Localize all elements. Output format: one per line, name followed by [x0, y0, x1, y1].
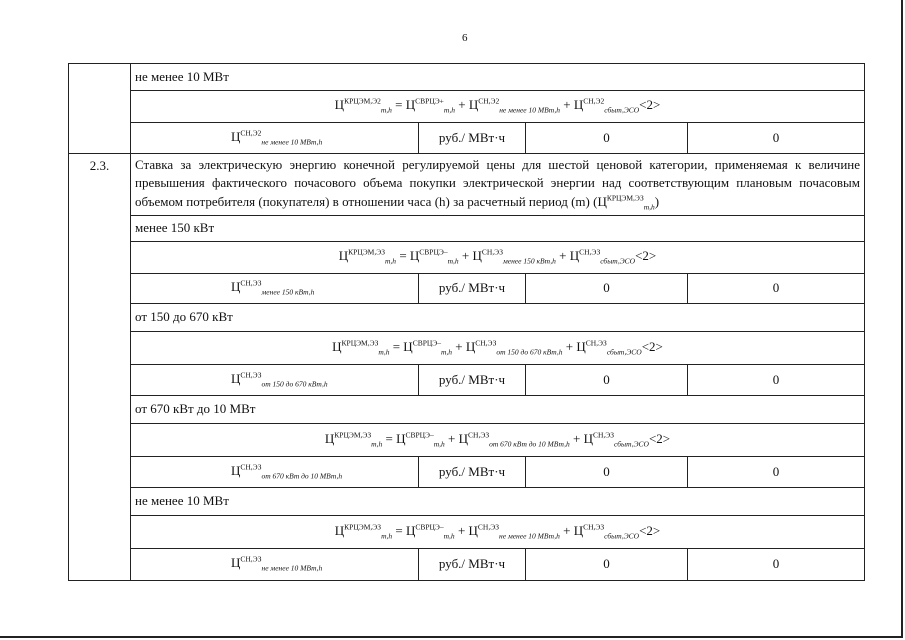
value-row [69, 123, 865, 154]
value-cell-1: 0 [526, 365, 688, 396]
formula: $Ц^{КРЦЭМ,ЭЗ}_{m,h} = Ц^{СВРЦЭ-}_{m,h} + Ц^{СН,ЭЗ}_{менее 150 кВт,h} + Ц^{СН,ЭЗ}_{сбыт,ЭСО}<2>$ [338, 247, 657, 266]
formula-cell [131, 332, 865, 365]
value-cell-2: 0 [688, 365, 865, 396]
unit-cell: руб./ МВт·ч [419, 365, 526, 396]
value-cell-1: 0 [526, 457, 688, 488]
value-cell-1: 0 [526, 123, 688, 154]
section-label-row [69, 216, 865, 242]
value-cell-2: 0 [688, 123, 865, 154]
section-label-row [69, 396, 865, 424]
unit-cell: руб./ МВт·ч [419, 457, 526, 488]
symbol-cell: $Ц^{СН,Э2}_{не менее 10 МВт,h}$ [131, 123, 419, 154]
value-row [69, 365, 865, 396]
formula-row [69, 91, 865, 123]
formula-cell [131, 91, 865, 123]
value-cell-2: 0 [688, 274, 865, 304]
item-description: Ставка за электрическую энергию конечной регулируемой цены для шестой ценовой категории, применяемая к величине превышения фактического почасового объема покупки электрической энергии над соответствующим плановым почасовым объемом потребителя (покупателя) в отношении часа (h) за расчетный период (m) $(Ц^{КРЦЭМ,ЭЗ}_{m,h})$ [131, 154, 865, 216]
symbol-cell: $Ц^{СН,ЭЗ}_{менее 150 кВт,h}$ [131, 274, 419, 304]
formula-cell [131, 424, 865, 457]
symbol-cell: $Ц^{СН,ЭЗ}_{не менее 10 МВт,h}$ [131, 549, 419, 581]
formula-row [69, 424, 865, 457]
tariff-table [68, 63, 865, 581]
unit-cell: руб./ МВт·ч [419, 123, 526, 154]
section-label-row [69, 488, 865, 516]
value-cell-1: 0 [526, 274, 688, 304]
item-number: 2.3. [69, 154, 131, 581]
symbol-cell: $Ц^{СН,ЭЗ}_{от 150 до 670 кВт,h}$ [131, 365, 419, 396]
value-cell-2: 0 [688, 457, 865, 488]
section-label-row [69, 64, 865, 91]
section-label: менее 150 кВт [131, 216, 865, 242]
symbol-cell: $Ц^{СН,ЭЗ}_{от 670 кВт до 10 МВт,h}$ [131, 457, 419, 488]
item-number-cell [69, 64, 131, 154]
section-label: от 150 до 670 кВт [131, 304, 865, 332]
section-label: не менее 10 МВт [131, 488, 865, 516]
unit-cell: руб./ МВт·ч [419, 549, 526, 581]
section-label: от 670 кВт до 10 МВт [131, 396, 865, 424]
value-cell-1: 0 [526, 549, 688, 581]
formula-row [69, 242, 865, 274]
formula: $Ц^{КРЦЭМ,Э2}_{m,h} = Ц^{СВРЦЭ+}_{m,h} + Ц^{СН,Э2}_{не менее 10 МВт,h} + Ц^{СН,Э2}_{сбыт,ЭСО}<2>$ [334, 96, 661, 115]
value-row [69, 457, 865, 488]
formula: $Ц^{КРЦЭМ,ЭЗ}_{m,h} = Ц^{СВРЦЭ-}_{m,h} + Ц^{СН,ЭЗ}_{от 150 до 670 кВт,h} + Ц^{СН,ЭЗ}_{сбыт,ЭСО}<2>$ [332, 338, 663, 357]
unit-cell: руб./ МВт·ч [419, 274, 526, 304]
value-row [69, 274, 865, 304]
formula: $Ц^{КРЦЭМ,ЭЗ}_{m,h} = Ц^{СВРЦЭ-}_{m,h} + Ц^{СН,ЭЗ}_{не менее 10 МВт,h} + Ц^{СН,ЭЗ}_{сбыт,ЭСО}<2>$ [334, 522, 661, 541]
formula-cell [131, 516, 865, 549]
section-label: не менее 10 МВт [131, 64, 865, 91]
value-cell-2: 0 [688, 549, 865, 581]
formula-cell [131, 242, 865, 274]
section-label-row [69, 304, 865, 332]
value-row [69, 549, 865, 581]
formula-row [69, 332, 865, 365]
formula-row [69, 516, 865, 549]
page-number: 6 [462, 32, 468, 44]
formula: $Ц^{КРЦЭМ,ЭЗ}_{m,h} = Ц^{СВРЦЭ-}_{m,h} + Ц^{СН,ЭЗ}_{от 670 кВт до 10 МВт,h} + Ц^{СН,ЭЗ}_{сбыт,ЭСО}<2>$ [324, 430, 671, 449]
item-description-row [69, 154, 865, 216]
